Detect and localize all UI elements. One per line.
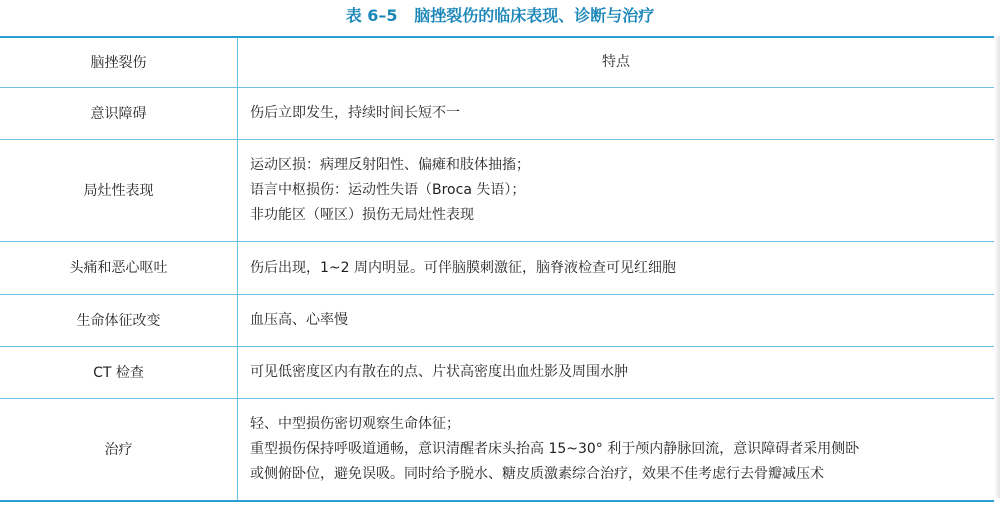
row-label: 局灶性表现 [0,140,238,241]
clinical-table [0,36,994,502]
table-row [0,140,994,242]
table-header-row [0,38,994,88]
row-content [238,242,994,294]
content-line: 或侧俯卧位，避免误吸。同时给予脱水、糖皮质激素综合治疗，效果不佳考虑行去骨瓣减压术 [250,466,824,482]
row-content [238,295,994,346]
content-line: 运动区损：病理反射阳性、偏瘫和肢体抽搐； [250,157,530,173]
row-label: 意识障碍 [0,88,238,139]
content-line: 轻、中型损伤密切观察生命体征； [250,416,460,432]
table-row [0,295,994,347]
content-line: 伤后出现，1~2 周内明显。可伴脑膜刺激征，脑脊液检查可见红细胞 [250,259,676,276]
table-row [0,88,994,140]
row-content [238,347,994,398]
row-label: 头痛和恶心呕吐 [0,242,238,294]
row-content [238,140,994,241]
table-row [0,242,994,295]
content-line: 血压高、心率慢 [250,312,348,328]
page-edge-shadow [994,36,1000,498]
content-line: 非功能区（哑区）损伤无局灶性表现 [250,207,474,223]
row-content [238,399,994,500]
content-line: 重型损伤保持呼吸道通畅，意识清醒者床头抬高 15~30° 利于颅内静脉回流，意识障碍者采用侧卧 [250,441,860,457]
content-line: 可见低密度区内有散在的点、片状高密度出血灶影及周围水肿 [250,364,628,380]
content-line: 语言中枢损伤：运动性失语（Broca 失语）； [250,182,526,198]
table-row [0,399,994,500]
header-features: 特点 [602,54,630,70]
table-row [0,347,994,399]
row-label: 生命体征改变 [0,295,238,346]
table-caption: 表 6–5 脑挫裂伤的临床表现、诊断与治疗 [345,6,655,25]
content-line: 伤后立即发生，持续时间长短不一 [250,105,460,121]
row-label: CT 检查 [0,347,238,398]
row-label: 治疗 [0,399,238,500]
header-condition: 脑挫裂伤 [0,38,238,87]
row-content [238,88,994,139]
